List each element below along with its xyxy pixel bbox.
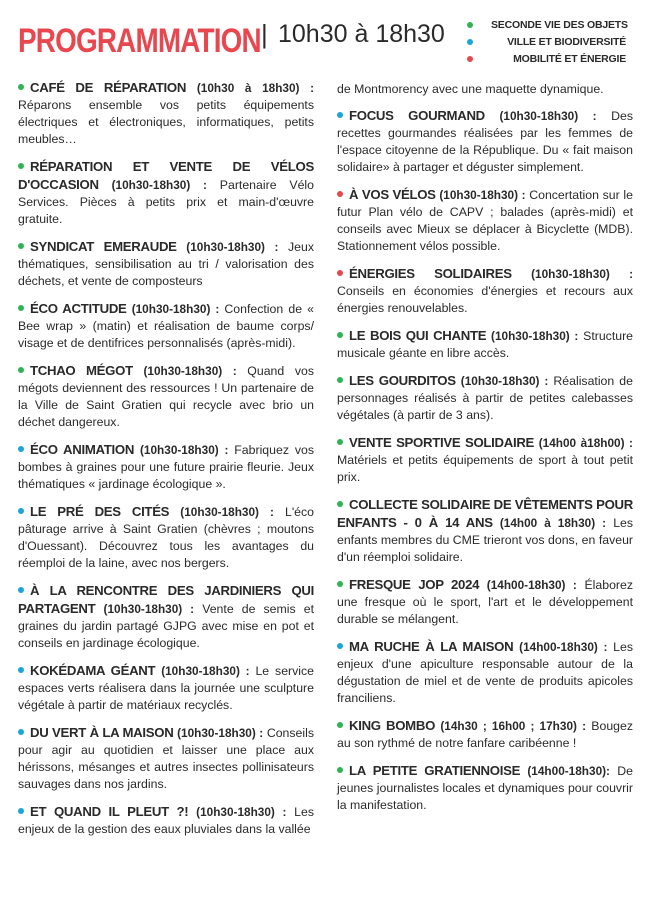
program-entry: [337, 372, 633, 424]
category-dot-icon: [18, 667, 24, 673]
category-dot-icon: [337, 767, 343, 773]
program-entry: [18, 662, 314, 714]
legend-item: [446, 33, 626, 50]
program-entry: [337, 576, 633, 628]
category-dot-icon: [18, 84, 24, 90]
entry-name: RÉPARATION ET VENTE DE VÉLOS D'OCCASION: [18, 159, 314, 192]
entry-description: Bougez au son rythmé de notre fanfare caribéenne !: [337, 719, 633, 750]
entry-description: Conseils pour agir au quotidien et laisser une place aux hérissons, mésanges et autres insectes pollinisateurs sauvages dans nos jardins.: [18, 726, 315, 791]
category-dot-icon: [18, 508, 24, 514]
category-dot-icon: [337, 439, 343, 445]
legend-item: [446, 50, 626, 67]
program-entry: [18, 300, 314, 352]
program-entry: [337, 265, 633, 317]
entry-name: À VOS VÉLOS: [349, 187, 436, 202]
legend-dot-icon: [467, 56, 473, 62]
entry-time: (10h30-18h30) :: [196, 805, 287, 819]
category-dot-icon: [337, 581, 343, 587]
entry-time: (10h30-18h30) :: [111, 178, 207, 192]
entry-name: LE PRÉ DES CITÉS: [30, 504, 170, 519]
right-column: [337, 81, 633, 824]
entry-name: COLLECTE SOLIDAIRE DE VÊTEMENTS POUR ENFANTS - 0 À 14 ANS: [337, 497, 633, 530]
entry-name: LES GOURDITOS: [349, 373, 456, 388]
entry-name: ÉNERGIES SOLIDAIRES: [349, 266, 512, 281]
entry-name: MA RUCHE À LA MAISON: [349, 639, 514, 654]
entry-time: (14h00 à 18h30) :: [499, 516, 607, 530]
entry-name: TCHAO MÉGOT: [30, 363, 133, 378]
category-dot-icon: [337, 643, 343, 649]
program-entry: [337, 762, 633, 814]
category-dot-icon: [18, 808, 24, 814]
entry-time: (10h30-18h30) :: [143, 364, 237, 378]
page-header: [18, 14, 628, 74]
entry-name: KOKÉDAMA GÉANT: [30, 663, 156, 678]
continued-text: de Montmorency avec une maquette dynamique.: [337, 82, 604, 96]
entry-name: KING BOMBO: [349, 718, 436, 733]
category-dot-icon: [18, 587, 24, 593]
entry-time: (14h00-18h30):: [527, 764, 610, 778]
entry-time: (14h00 à18h00) :: [538, 436, 633, 450]
entry-time: (14h30 ; 16h00 ; 17h30) :: [440, 719, 587, 733]
category-dot-icon: [337, 501, 343, 507]
legend-dot-icon: [467, 39, 473, 45]
entry-description: Les enfants membres du CME trieront vos dons, en faveur d'un réemploi solidaire.: [337, 516, 634, 564]
program-entry: [18, 503, 314, 572]
entry-name: FOCUS GOURMAND: [349, 108, 485, 123]
entry-description: Partenaire Vélo Services. Pièces à petits prix et main-d'œuvre gratuite.: [18, 178, 315, 226]
program-entry: [337, 327, 633, 362]
category-dot-icon: [337, 332, 343, 338]
entry-time: (10h30-18h30) :: [131, 302, 220, 316]
program-entry: [337, 717, 633, 752]
entry-description: Élaborez une fresque où le sport, l'art et le développement durable se mélangent.: [337, 578, 634, 626]
entry-name: SYNDICAT EMERAUDE: [30, 239, 177, 254]
entry-description: Fabriquez vos bombes à graines pour une future prairie fleurie. Jeux thématiques « jardinage écologique ».: [18, 443, 315, 491]
entry-description: Matériels et petits équipements de sport à tout petit prix.: [337, 453, 633, 484]
legend-item: [446, 16, 626, 33]
legend-label: MOBILITÉ ET ÉNERGIE: [513, 52, 626, 65]
legend-dot-icon: [467, 22, 473, 28]
program-entry: [18, 582, 314, 652]
entry-name: ÉCO ACTITUDE: [30, 301, 127, 316]
left-column: [18, 79, 314, 848]
entry-time: (10h30-18h30) :: [140, 443, 229, 457]
entry-description: Réalisation de personnages réalisés à partir de petites calebasses végétales (à partir de 3 ans).: [337, 374, 633, 422]
entry-name: À LA RENCONTRE DES JARDINIERS QUI PARTAGENT: [18, 583, 314, 616]
entry-description: Réparons ensemble vos petits équipements électriques et électroniques, informatiques, petits meubles…: [18, 98, 314, 146]
program-entry: [337, 638, 633, 707]
category-dot-icon: [337, 270, 343, 276]
program-entry: [337, 186, 633, 255]
category-legend: [446, 16, 626, 67]
title-text: PROGRAMMATION: [18, 22, 261, 60]
program-entry: [18, 238, 314, 290]
entry-name: CAFÉ DE RÉPARATION: [30, 80, 187, 95]
program-entry: [18, 158, 314, 228]
category-dot-icon: [18, 163, 24, 169]
entry-description: Structure musicale géante en libre accès.: [337, 329, 634, 360]
entry-description: Le service espaces verts réalisera dans la journée une sculpture végétale à partir de matériaux recyclés.: [18, 664, 314, 712]
entry-description: De jeunes journalistes locales et dynamiques pour couvrir la manifestation.: [337, 764, 633, 812]
page-title: [18, 22, 314, 61]
entry-time: (10h30-18h30) :: [499, 109, 597, 123]
entry-time: (10h30-18h30) :: [161, 664, 250, 678]
category-dot-icon: [18, 446, 24, 452]
entry-name: ÉCO ANIMATION: [30, 442, 135, 457]
entry-name: VENTE SPORTIVE SOLIDAIRE: [349, 435, 535, 450]
entry-time: (10h30-18h30) :: [177, 726, 264, 740]
program-entry: [18, 724, 314, 793]
program-entry: [18, 362, 314, 431]
program-entry: [18, 803, 314, 838]
category-dot-icon: [337, 191, 343, 197]
entry-name: ET QUAND IL PLEUT ?!: [30, 804, 189, 819]
entry-description: Les enjeux de la gestion des eaux pluviales dans la vallée: [18, 805, 315, 836]
category-dot-icon: [18, 367, 24, 373]
program-entry: [18, 79, 314, 148]
entry-time: (10h30-18h30) :: [531, 267, 634, 281]
entry-description: Les enjeux d'une apiculture responsable autour de la dégustation de miel et de vente de produits apicoles franciliens.: [337, 640, 633, 705]
legend-label: SECONDE VIE DES OBJETS: [491, 18, 628, 31]
program-entry: [18, 441, 314, 493]
entry-time: (10h30-18h30) :: [491, 329, 579, 343]
category-dot-icon: [337, 112, 343, 118]
entry-time: (10h30 à 18h30) :: [196, 81, 315, 95]
category-dot-icon: [337, 377, 343, 383]
entry-time: (10h30-18h30) :: [186, 240, 279, 254]
program-entry: [337, 496, 633, 566]
entry-description: Conseils en économies d'énergies et recours aux énergies renouvelables.: [337, 284, 633, 315]
entry-description: Des recettes gourmandes réalisées par les femmes de l'espace citoyenne de la République. Du « fait maison solidaire» à partager et déguster simplement.: [337, 109, 633, 174]
category-dot-icon: [18, 729, 24, 735]
entry-description: Quand vos mégots deviennent des ressources ! Un partenaire de la Ville de Saint Gratien qui recycle avec brio un déchet dangereux.: [18, 364, 315, 429]
entry-description: Jeux thématiques, sensibilisation au tri / valorisation des déchets, et vente de composteurs: [18, 240, 314, 288]
entry-name: DU VERT À LA MAISON: [30, 725, 174, 740]
legend-label: VILLE ET BIODIVERSITÉ: [507, 35, 626, 48]
entry-time: (14h00-18h30) :: [519, 640, 608, 654]
entry-time: (10h30-18h30) :: [103, 602, 195, 616]
category-dot-icon: [18, 305, 24, 311]
opening-hours: 10h30 à 18h30: [278, 20, 445, 48]
entry-time: (10h30-18h30) :: [180, 505, 274, 519]
entry-description: Confection de « Bee wrap » (matin) et réalisation de baume corps/ visage et de dentifrices personnalisés (après-midi).: [18, 302, 315, 350]
entry-time: (10h30-18h30) :: [439, 188, 526, 202]
entry-description: Concertation sur le futur Plan vélo de CAPV ; balades (après-midi) et conseils avec Mieux se déplacer à Bicyclette (MDB). Stationnement vélos possible.: [337, 188, 633, 253]
entry-name: FRESQUE JOP 2024: [349, 577, 480, 592]
category-dot-icon: [18, 243, 24, 249]
entry-time: (10h30-18h30) :: [460, 374, 549, 388]
entry-description: Vente de semis et graines du jardin partagé GJPG avec mise en pot et conseils en jardinage écologique.: [18, 602, 315, 650]
title-separator: |: [261, 19, 268, 49]
entry-name: LE BOIS QUI CHANTE: [349, 328, 487, 343]
entry-time: (14h00-18h30) :: [486, 578, 577, 592]
entry-description: L'éco pâturage arrive à Saint Gratien (chèvres ; moutons d'Ouessant). Découvrez tous les avantages du réemploi de la laine, avec nos bergers.: [18, 505, 315, 570]
entry-name: LA PETITE GRATIENNOISE: [349, 763, 521, 778]
program-entry: [337, 434, 633, 486]
program-entry: [337, 107, 633, 176]
category-dot-icon: [337, 722, 343, 728]
